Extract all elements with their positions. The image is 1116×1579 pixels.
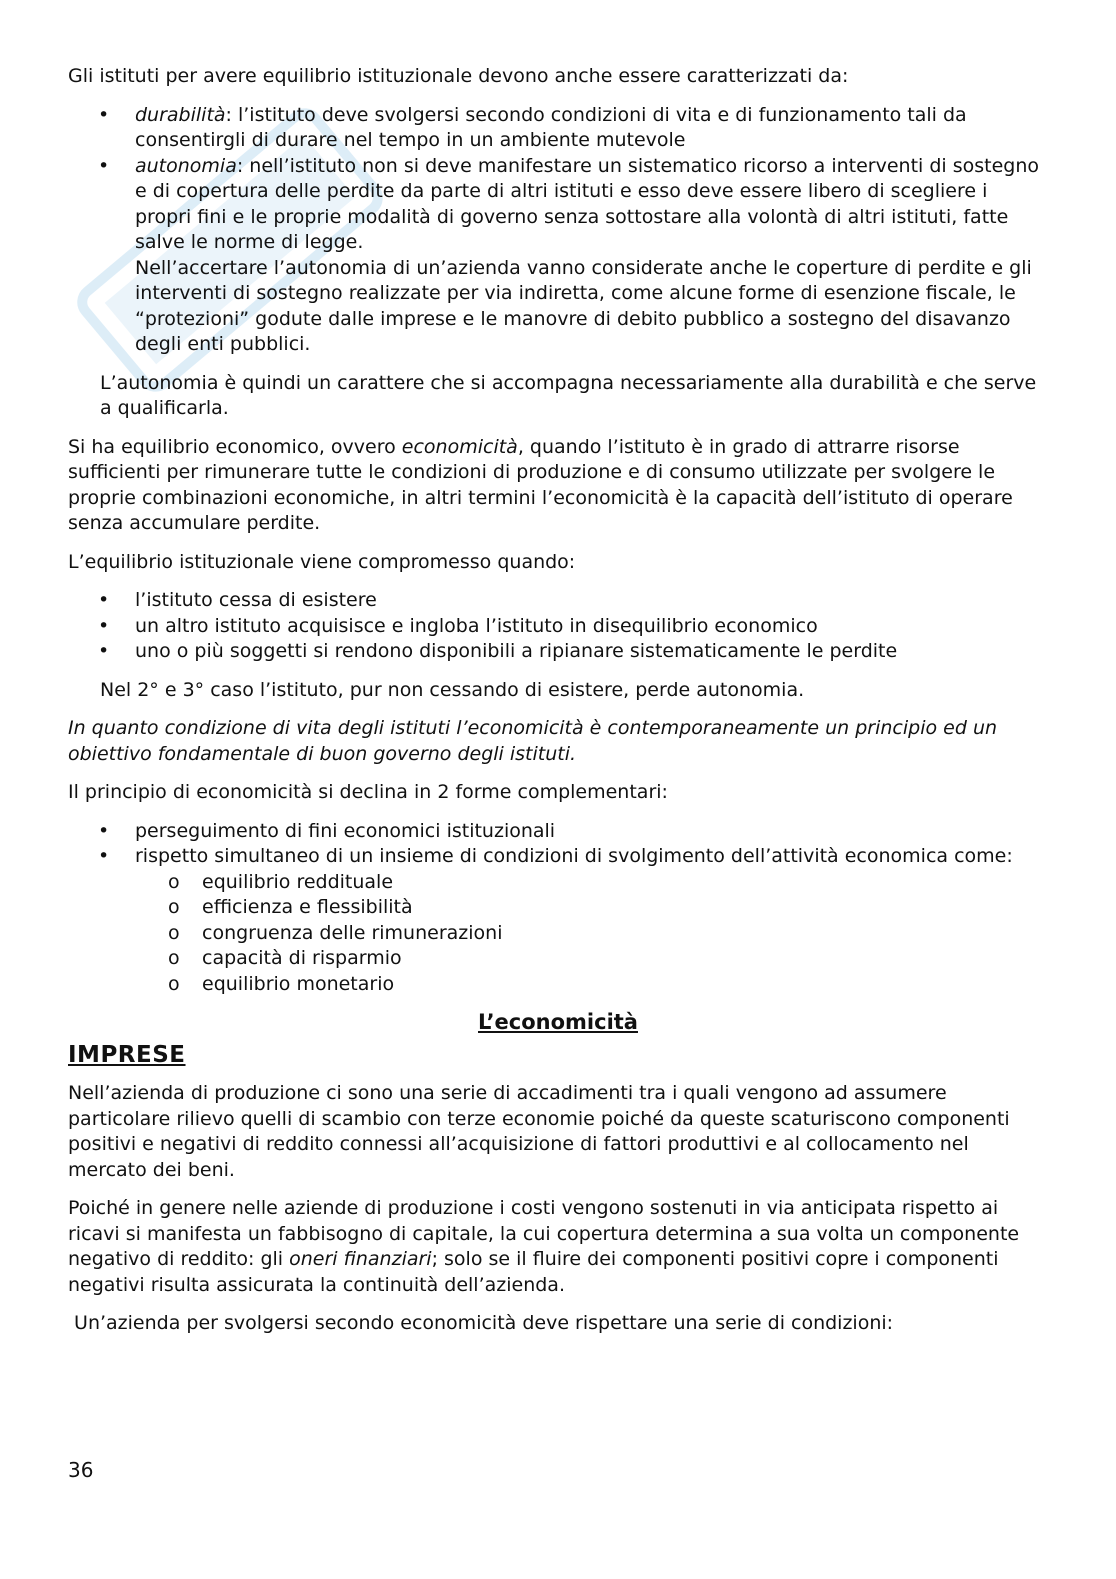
compromesso-intro: L’equilibrio istituzionale viene compromesso quando:: [68, 550, 576, 573]
list-term: autonomia: [135, 154, 237, 177]
compromesso-list: [68, 588, 1048, 665]
principio-list: [68, 819, 1048, 998]
list-item: [68, 154, 1048, 256]
list-text: : nell’istituto non si deve manifestare un sistematico ricorso a interventi di sostegno e di copertura delle perdite da parte di altri istituti e esso deve essere libero di scegliere i propri fini e le proprie modalità di governo senza sottostare alla volontà di altri istituti, fatte salve le norme di legge.: [135, 154, 1040, 253]
list-text: un altro istituto acquisisce e ingloba l’istituto in disequilibrio economico: [135, 614, 818, 637]
sublist-text: capacità di risparmio: [202, 947, 402, 969]
economicita-paragraph: [68, 435, 1048, 537]
list-item: [68, 614, 1048, 640]
sublist-text: equilibrio reddituale: [202, 870, 394, 893]
paragraph-text: Poiché in genere nelle aziende di produzione i costi vengono sostenuti in via anticipata rispetto ai ricavi si manifesta un fabbisogno di capitale, la cui copertura determina a sua volta un componente negativo di reddito: gli: [68, 1197, 1020, 1270]
sub-bullet-icon: o: [168, 972, 180, 995]
list-text: : l’istituto deve svolgersi secondo condizioni di vita e di funzionamento tali da consentirgli di durare nel tempo in un ambiente mutevole: [135, 103, 967, 151]
sub-bullet-icon: o: [168, 896, 180, 918]
imprese-paragraph-1: Nell’azienda di produzione ci sono una serie di accadimenti tra i quali vengono ad assumere particolare rilievo quelli di scambio con terze economie poiché da queste scaturiscono componenti positivi e negativi di reddito connessi all’acquisizione di fattori produttivi e al collocamento nel mercato dei beni.: [68, 1082, 1010, 1181]
bullet-icon: •: [98, 589, 110, 611]
principio-intro: Il principio di economicità si declina in 2 forme complementari:: [68, 781, 668, 803]
imprese-paragraph-3: Un’azienda per svolgersi secondo economicità deve rispettare una serie di condizioni:: [68, 1312, 894, 1334]
italic-paragraph: In quanto condizione di vita degli istituti l’economicità è contemporaneamente un principio ed un obiettivo fondamentale di buon governo degli istituti.: [68, 717, 998, 765]
sublist-item: [68, 972, 1048, 998]
list-item: [68, 844, 1048, 997]
imprese-paragraph-2: [68, 1196, 1048, 1298]
sublist-text: equilibrio monetario: [202, 972, 395, 995]
sublist-text: congruenza delle rimunerazioni: [202, 921, 503, 944]
page-number: 36: [68, 1458, 94, 1482]
list-item: [68, 588, 1048, 614]
bullet-icon: •: [98, 154, 110, 177]
list-text: rispetto simultaneo di un insieme di condizioni di svolgimento dell’attività economica come:: [135, 845, 1013, 867]
sub-bullet-icon: o: [168, 921, 180, 944]
characteristics-list: [68, 103, 1048, 358]
list-text: uno o più soggetti si rendono disponibili a ripianare sistematicamente le perdite: [135, 640, 898, 662]
paragraph-text: , quando l’istituto è in grado di attrarre risorse sufficienti per rimunerare tutte le condizioni di produzione e di consumo utilizzate per svolgere le proprie combinazioni economiche, in altri termini l’economicità è la capacità dell’istituto di operare senza accumulare perdite.: [68, 435, 1013, 534]
list-continuation: [68, 256, 1048, 358]
list-item: [68, 819, 1048, 845]
sub-bullet-icon: o: [168, 870, 180, 893]
conditions-sublist: [68, 870, 1048, 998]
paragraph-text: Si ha equilibrio economico, ovvero: [68, 435, 402, 458]
bullet-icon: •: [98, 845, 110, 867]
list-item: [68, 639, 1048, 665]
bullet-icon: •: [98, 640, 110, 662]
sub-bullet-icon: o: [168, 947, 180, 969]
bullet-icon: •: [98, 103, 110, 126]
economicita-term: economicità: [401, 435, 518, 458]
paragraph-text: ; solo se il fluire dei componenti positivi copre i componenti negativi risulta assicurata la continuità dell’azienda.: [68, 1248, 999, 1296]
sublist-item: [68, 870, 1048, 896]
bullet-icon: •: [98, 819, 110, 842]
imprese-heading: IMPRESE: [68, 1041, 186, 1068]
list-text: l’istituto cessa di esistere: [135, 589, 377, 611]
document-page: [68, 64, 1048, 1350]
autonomia-note: L’autonomia è quindi un carattere che si accompagna necessariamente alla durabilità e che serve a qualificarla.: [100, 371, 1037, 419]
bullet-icon: •: [98, 614, 110, 637]
section-title: L’economicità: [478, 1010, 638, 1034]
list-term: durabilità: [135, 103, 226, 126]
sublist-item: [68, 946, 1048, 972]
oneri-term: oneri finanziari: [289, 1248, 432, 1270]
intro-paragraph: Gli istituti per avere equilibrio istituzionale devono anche essere caratterizzati da:: [68, 65, 849, 87]
sublist-item: [68, 895, 1048, 921]
list-text: perseguimento di fini economici istituzionali: [135, 819, 556, 842]
continuation-text: Nell’accertare l’autonomia di un’azienda vanno considerate anche le coperture di perdite e gli interventi di sostegno realizzate per via indiretta, come alcune forme di esenzione fiscale, le “protezioni” godute dalle imprese e le manovre di debito pubblico a sostegno del disavanzo degli enti pubblici.: [135, 256, 1032, 355]
sublist-item: [68, 921, 1048, 947]
case-note: Nel 2° e 3° caso l’istituto, pur non cessando di esistere, perde autonomia.: [100, 678, 805, 701]
sublist-text: efficienza e flessibilità: [202, 896, 413, 918]
list-item: [68, 103, 1048, 154]
